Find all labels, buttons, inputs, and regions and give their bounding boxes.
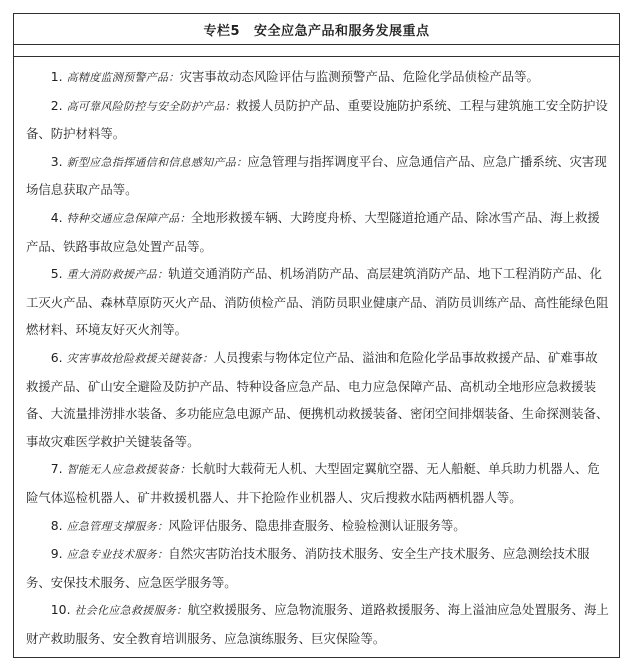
item-number: 8. [50,517,63,533]
item-body: 轨道交通消防产品、机场消防产品、高层建筑消防产品、地下工程消防产品、化工灭火产品、森林草原防灭火产品、消防侦检产品、消防员职业健康产品、消防员训练产品、高性能绿色阻燃材料、环境友好灭火剂等。 [26,266,609,338]
list-item [26,540,609,596]
list-item [26,204,609,260]
item-heading: 灾害事故抢险救援关键装备： [66,351,214,365]
item-heading: 社会化应急救援服务： [74,604,188,618]
column-number: 专栏5 [203,23,241,39]
item-heading: 应急管理支撑服务： [66,519,169,533]
list-item [26,512,609,541]
column-content [14,57,619,652]
list-item [26,455,609,511]
list-item [26,63,609,92]
item-body: 救援人员防护产品、重要设施防护系统、工程与建筑施工安全防护设备、防护材料等。 [26,97,608,142]
item-body: 航空救援服务、应急物流服务、道路救援服务、海上溢油应急处置服务、海上财产救助服务、安全教育培训服务、应急演练服务、巨灾保险等。 [26,602,609,646]
list-item [26,260,609,344]
column-title-text: 安全应急产品和服务发展重点 [254,23,430,39]
title-divider [14,45,619,57]
item-body: 灾害事故动态风险评估与监测预警产品、危险化学品侦检产品等。 [179,69,539,84]
item-number: 7. [50,461,63,477]
item-heading: 重大消防救援产品： [66,268,169,282]
item-heading: 新型应急指挥通信和信息感知产品： [66,155,248,169]
item-heading: 智能无人应急救援装备： [66,463,191,477]
item-body: 风险评估服务、隐患排查服务、检验检测认证服务等。 [168,517,466,533]
list-item [26,92,609,148]
list-item [26,596,609,652]
item-number: 2. [50,97,63,113]
item-heading: 应急专业技术服务： [66,548,169,562]
column-title [14,14,619,45]
column-box [13,13,620,658]
item-number: 4. [50,209,63,225]
item-number: 10. [50,602,71,618]
item-number: 1. [50,69,63,84]
item-number: 9. [50,546,63,562]
item-heading: 特种交通应急保障产品： [66,211,191,225]
item-number: 3. [50,153,63,169]
list-item [26,344,609,455]
item-heading: 高精度监测预警产品： [66,71,180,84]
item-number: 5. [50,266,63,282]
list-item [26,148,609,204]
item-body: 长航时大载荷无人机、大型固定翼航空器、无人船艇、单兵助力机器人、危险气体巡检机器人、矿井救援机器人、井下抢险作业机器人、灾后搜救水陆两栖机器人等。 [26,461,600,505]
item-body: 全地形救援车辆、大跨度舟桥、大型隧道抢通产品、除冰雪产品、海上救援产品、铁路事故应急处置产品等。 [26,209,600,254]
item-body: 人员搜索与物体定位产品、溢油和危险化学品事故救援产品、矿难事故救援产品、矿山安全避险及防护产品、特种设备应急产品、电力应急保障产品、高机动全地形应急救援装备、大流量排涝排水装备、多功能应急电源产品、便携机动救援装备、密闭空间排烟装备、生命探测装备、事故灾难医学救护关键装备等。 [26,349,609,449]
item-body: 应急管理与指挥调度平台、应急通信产品、应急广播系统、灾害现场信息获取产品等。 [26,153,607,198]
item-number: 6. [50,349,63,365]
item-body: 自然灾害防治技术服务、消防技术服务、安全生产技术服务、应急测绘技术服务、安保技术服务、应急医学服务等。 [26,546,590,590]
item-heading: 高可靠风险防控与安全防护产品： [66,99,237,113]
